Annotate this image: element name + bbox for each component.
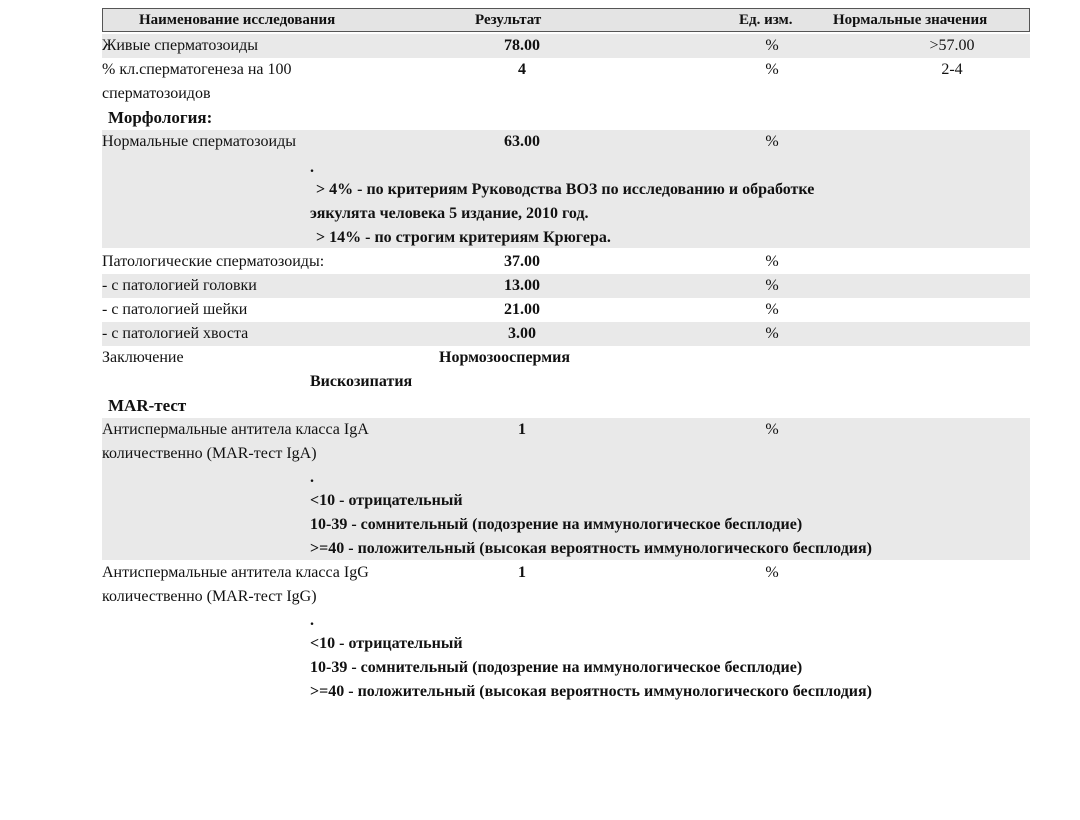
note-line-3: > 14% - по строгим критериям Крюгера.: [316, 229, 611, 246]
conclusion-value-1: Нормозооспермия: [439, 349, 570, 366]
header-name: Наименование исследования: [139, 12, 336, 28]
note-dot: .: [310, 159, 314, 176]
row-result: 13.00: [504, 277, 540, 294]
row-result: 63.00: [504, 133, 540, 150]
row-name-line1: Антиспермальные антитела класса IgA: [102, 421, 369, 438]
row-unit: %: [765, 61, 779, 78]
section-title-morphology: Морфология:: [108, 108, 213, 127]
row-name-line1: Антиспермальные антитела класса IgG: [102, 564, 369, 581]
row-name: Нормальные сперматозоиды: [102, 133, 296, 150]
iga-ref-negative: <10 - отрицательный: [310, 492, 463, 509]
table-row-conclusion: [102, 346, 1030, 394]
row-name-line2: сперматозоидов: [102, 85, 211, 102]
row-unit: %: [765, 301, 779, 318]
row-result: 21.00: [504, 301, 540, 318]
row-name: - с патологией головки: [102, 277, 257, 294]
row-name: - с патологией хвоста: [102, 325, 249, 342]
row-name: - с патологией шейки: [102, 301, 248, 318]
row-unit: %: [765, 37, 779, 54]
note-line-1: > 4% - по критериям Руководства ВОЗ по исследованию и обработке: [316, 181, 815, 198]
row-result: 1: [518, 421, 526, 438]
row-norm: 2-4: [941, 61, 963, 78]
iga-ref-doubtful: 10-39 - сомнительный (подозрение на иммунологическое бесплодие): [310, 516, 803, 533]
note-line-2: эякулята человека 5 издание, 2010 год.: [310, 205, 589, 222]
header-unit: Ед. изм.: [739, 12, 793, 28]
igg-ref-positive: >=40 - положительный (высокая вероятность иммунологического бесплодия): [310, 683, 872, 700]
conclusion-label: Заключение: [102, 349, 184, 366]
row-unit: %: [765, 564, 779, 581]
row-result: 1: [518, 564, 526, 581]
row-name: Патологические сперматозоиды:: [102, 253, 325, 270]
igg-ref-doubtful: 10-39 - сомнительный (подозрение на иммунологическое бесплодие): [310, 659, 803, 676]
row-result: 78.00: [504, 37, 540, 54]
section-title-mar: MAR-тест: [108, 396, 187, 415]
table-row-tail-pathology: [102, 322, 1030, 346]
row-unit: %: [765, 133, 779, 150]
row-result: 37.00: [504, 253, 540, 270]
igg-ref-negative: <10 - отрицательный: [310, 635, 463, 652]
iga-ref-positive: >=40 - положительный (высокая вероятность иммунологического бесплодия): [310, 540, 872, 557]
row-unit: %: [765, 325, 779, 342]
header-norm: Нормальные значения: [833, 12, 988, 28]
row-result: 4: [518, 61, 526, 78]
row-name: Живые сперматозоиды: [102, 37, 258, 54]
row-unit: %: [765, 253, 779, 270]
table-row-live-sperm: [102, 34, 1030, 58]
row-unit: %: [765, 277, 779, 294]
table-row-spermatogenesis: [102, 58, 1030, 106]
table-header: [102, 8, 1030, 32]
header-result: Результат: [475, 12, 542, 28]
table-row-pathological: [102, 250, 1030, 274]
table-row-head-pathology: [102, 274, 1030, 298]
igg-note-dot: .: [310, 612, 314, 629]
row-name-line2: количественно (MAR-тест IgA): [102, 445, 317, 462]
table-row-neck-pathology: [102, 298, 1030, 322]
iga-note-dot: .: [310, 469, 314, 486]
conclusion-value-2: Вискозипатия: [310, 373, 413, 390]
row-result: 3.00: [508, 325, 536, 342]
row-name-line2: количественно (MAR-тест IgG): [102, 588, 317, 605]
row-norm: >57.00: [929, 37, 975, 54]
row-unit: %: [765, 421, 779, 438]
row-name-line1: % кл.сперматогенеза на 100: [102, 61, 292, 78]
